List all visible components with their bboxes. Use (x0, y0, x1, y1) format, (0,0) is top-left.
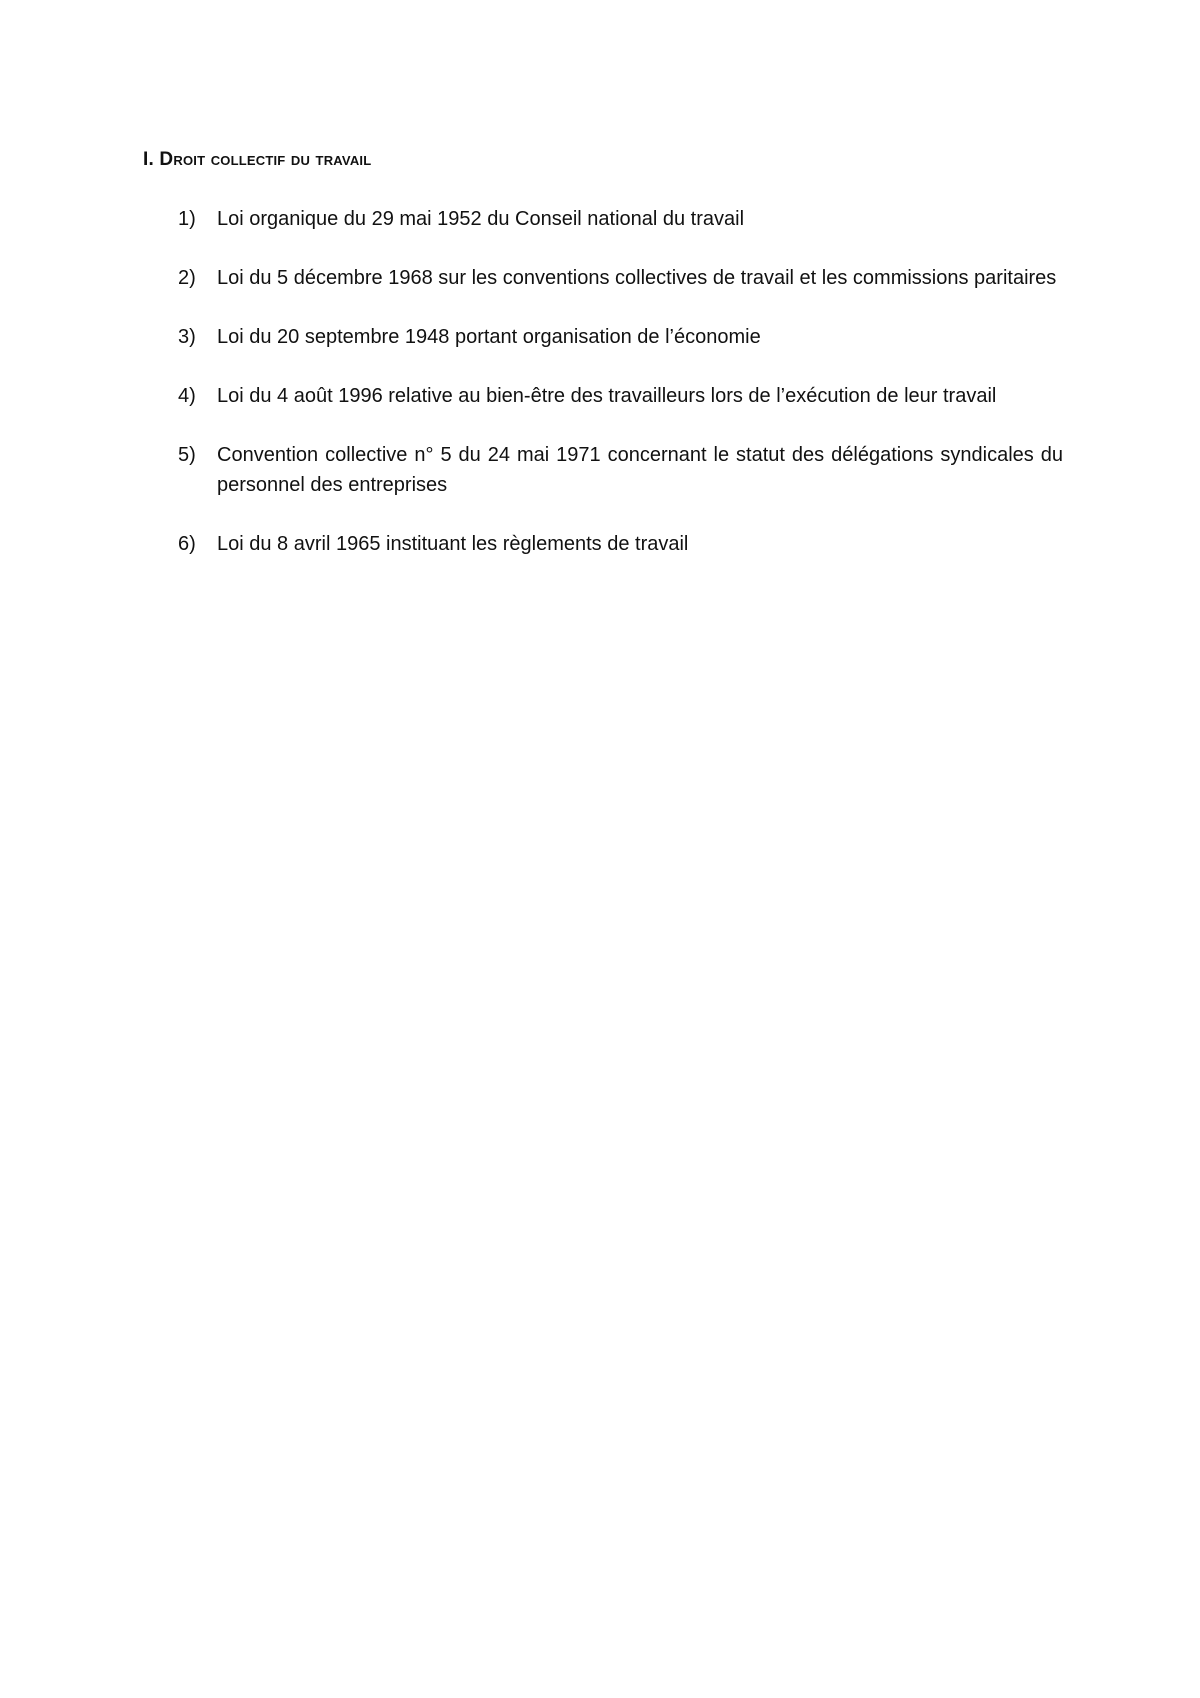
law-item-text: Loi organique du 29 mai 1952 du Conseil national du travail (217, 208, 745, 230)
law-item-5 (178, 440, 1063, 500)
law-item-text: Loi du 5 décembre 1968 sur les conventions collectives de travail et les commissions paritaires (217, 267, 1057, 289)
law-item-number: 4) (178, 385, 196, 407)
law-item-number: 3) (178, 326, 196, 348)
law-item-6 (178, 529, 1063, 559)
law-item-1 (178, 204, 1063, 234)
law-item-number: 2) (178, 267, 196, 289)
law-item-number: 6) (178, 533, 196, 555)
law-item-3 (178, 322, 1063, 352)
law-item-text: Loi du 4 août 1996 relative au bien-être des travailleurs lors de l’exécution de leur travail (217, 385, 997, 407)
law-item-number: 1) (178, 208, 196, 230)
law-item-2 (178, 263, 1063, 293)
law-item-text: Convention collective n° 5 du 24 mai 1971 concernant le statut des délégations syndicales du personnel des entreprises (217, 444, 1063, 496)
law-item-number: 5) (178, 444, 196, 466)
law-item-4 (178, 381, 1063, 411)
law-list (178, 204, 1063, 588)
law-item-text: Loi du 8 avril 1965 instituant les règlements de travail (217, 533, 689, 555)
law-item-text: Loi du 20 septembre 1948 portant organisation de l’économie (217, 326, 761, 348)
section-title: I. Droit collectif du travail (143, 149, 372, 170)
